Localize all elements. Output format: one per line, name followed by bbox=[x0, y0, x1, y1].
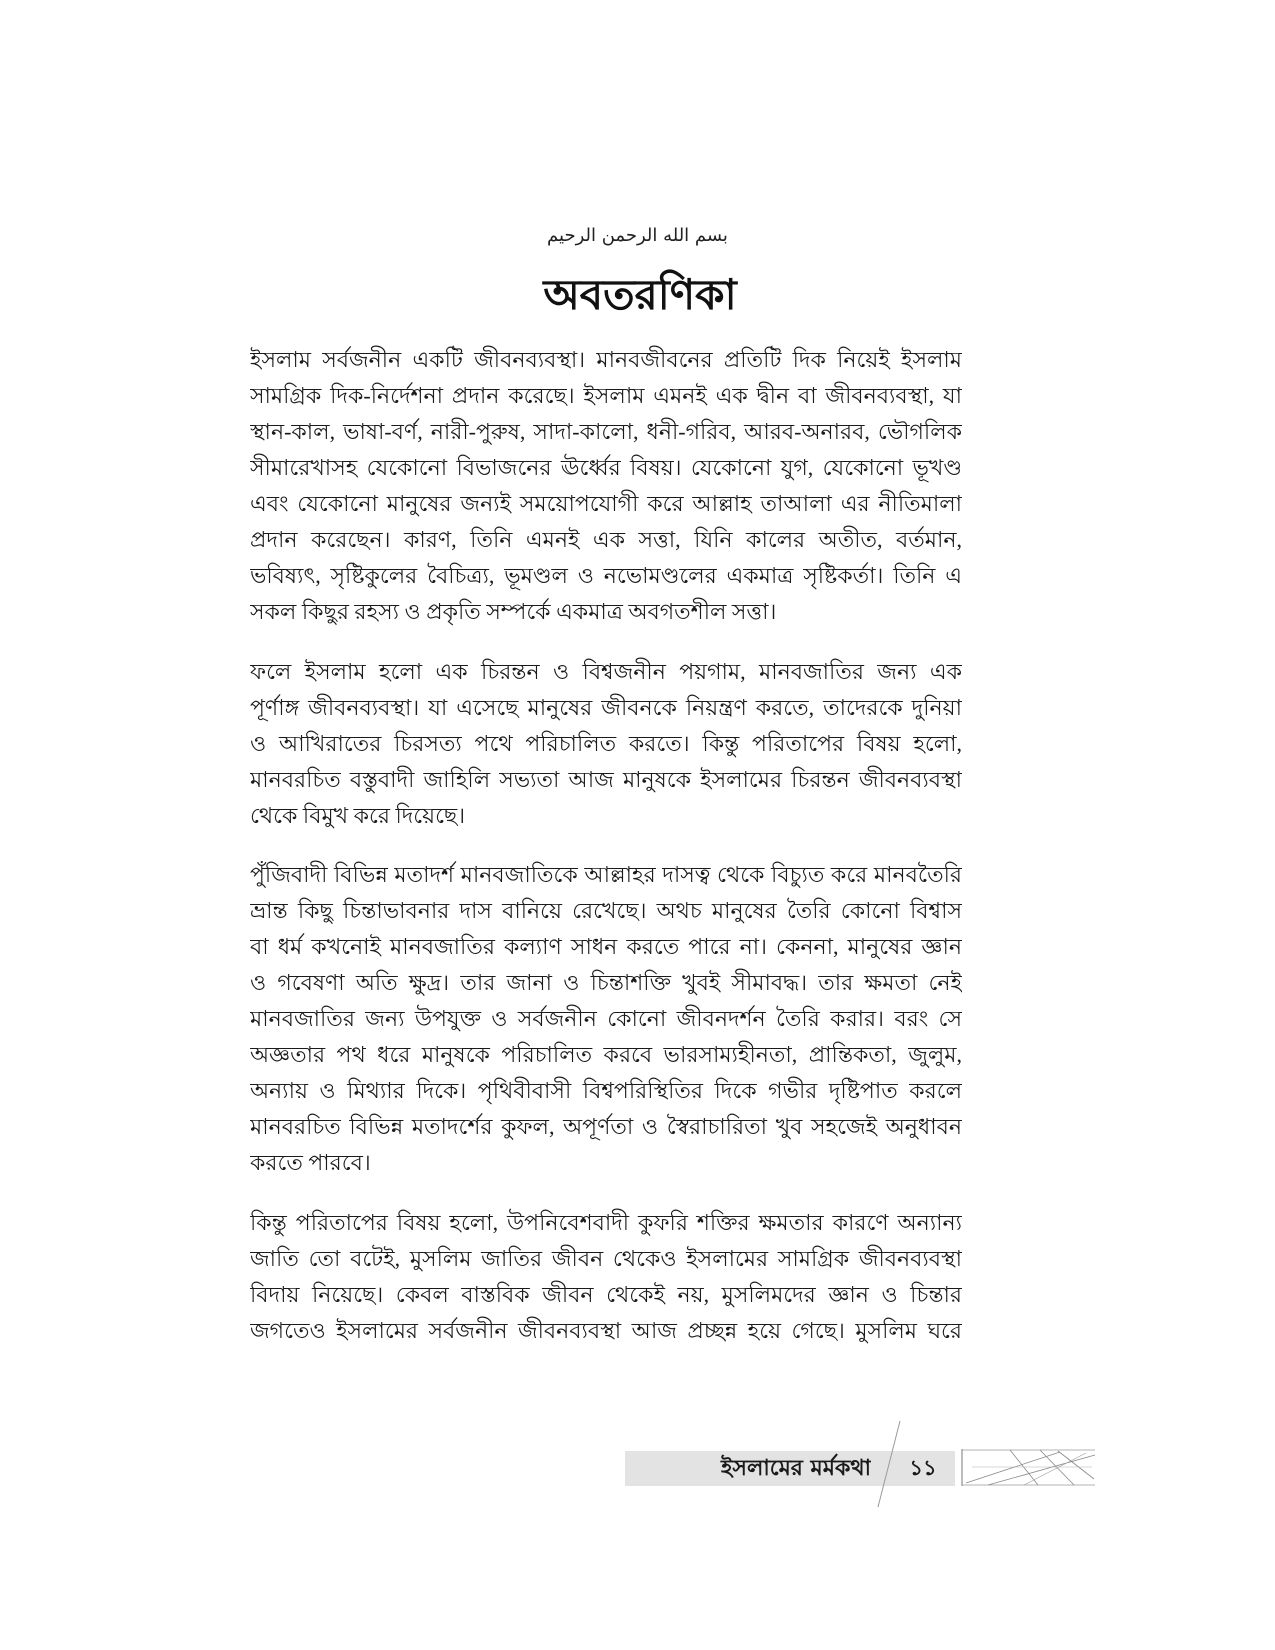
decor-line bbox=[1040, 1450, 1074, 1485]
text-line: জাতি তো বটেই, মুসলিম জাতির জীবন থেকেও ইসলামের সামগ্রিক জীবনব্যবস্থা bbox=[250, 1245, 962, 1271]
text-line: স্থান-কাল, ভাষা-বর্ণ, নারী-পুরুষ, সাদা-কালো, ধনী-গরিব, আরব-অনারব, ভৌগলিক bbox=[250, 419, 962, 444]
paragraph-3 bbox=[250, 857, 962, 1181]
paragraph-1 bbox=[250, 342, 962, 630]
text-line: ভ্রান্ত কিছু চিন্তাভাবনার দাস বানিয়ে রেখেছে। অথচ মানুষের তৈরি কোনো বিশ্বাস bbox=[250, 898, 962, 923]
footer-divider-line bbox=[878, 1421, 900, 1507]
text-line: জগতেও ইসলামের সর্বজনীন জীবনব্যবস্থা আজ প্রচ্ছন্ন হয়ে গেছে। মুসলিম ঘরে bbox=[250, 1317, 962, 1343]
decor-line bbox=[988, 1455, 1095, 1485]
footer-decoration bbox=[860, 1415, 1100, 1510]
text-line: বা ধর্ম কখনোই মানবজাতির কল্যাণ সাধন করতে পারে না। কেননা, মানুষের জ্ঞান bbox=[250, 934, 962, 959]
text-line: ভবিষ্যৎ, সৃষ্টিকুলের বৈচিত্র্য, ভূমণ্ডল ও নভোমণ্ডলের একমাত্র সৃষ্টিকর্তা। তিনি এ bbox=[250, 563, 962, 588]
text-line: সীমারেখাসহ যেকোনো বিভাজনের ঊর্ধ্বের বিষয়। যেকোনো যুগ, যেকোনো ভূখণ্ড bbox=[250, 455, 962, 480]
bismillah-calligraphy: بسم الله الرحمن الرحيم bbox=[547, 225, 728, 246]
text-line: মানবরচিত বস্তুবাদী জাহিলি সভ্যতা আজ মানুষকে ইসলামের চিরন্তন জীবনব্যবস্থা bbox=[250, 766, 962, 792]
text-line: করতে পারবে। bbox=[250, 1150, 371, 1175]
text-line: বিদায় নিয়েছে। কেবল বাস্তবিক জীবন থেকেই নয়, মুসলিমদের জ্ঞান ও চিন্তার bbox=[250, 1281, 962, 1307]
text-line: ও গবেষণা অতি ক্ষুদ্র। তার জানা ও চিন্তাশক্তি খুবই সীমাবদ্ধ। তার ক্ষমতা নেই bbox=[250, 970, 962, 995]
chapter-title: অবতরণিকা bbox=[543, 270, 737, 319]
text-line: সকল কিছুর রহস্য ও প্রকৃতি সম্পর্কে একমাত্র অবগতশীল সত্তা। bbox=[250, 599, 777, 624]
paragraph-2 bbox=[250, 654, 962, 834]
text-line: মানবরচিত বিভিন্ন মতাদর্শের কুফল, অপূর্ণতা ও স্বৈরাচারিতা খুব সহজেই অনুধাবন bbox=[250, 1114, 962, 1139]
text-line: অন্যায় ও মিথ্যার দিকে। পৃথিবীবাসী বিশ্বপরিস্থিতির দিকে গভীর দৃষ্টিপাত করলে bbox=[250, 1078, 962, 1103]
text-line: কিন্তু পরিতাপের বিষয় হলো, উপনিবেশবাদী কুফরি শক্তির ক্ষমতার কারণে অন্যান্য bbox=[250, 1209, 962, 1235]
text-line: অজ্ঞতার পথ ধরে মানুষকে পরিচালিত করবে ভারসাম্যহীনতা, প্রান্তিকতা, জুলুম, bbox=[250, 1042, 962, 1067]
page-number: ১১ bbox=[909, 1456, 937, 1480]
text-line: এবং যেকোনো মানুষের জন্যই সময়োপযোগী করে আল্লাহ তাআলা এর নীতিমালা bbox=[250, 491, 962, 516]
text-line: ও আখিরাতের চিরসত্য পথে পরিচালিত করতে। কিন্তু পরিতাপের বিষয় হলো, bbox=[250, 730, 962, 756]
text-line: ফলে ইসলাম হলো এক চিরন্তন ও বিশ্বজনীন পয়গাম, মানবজাতির জন্য এক bbox=[250, 658, 962, 684]
text-line: সামগ্রিক দিক-নির্দেশনা প্রদান করেছে। ইসলাম এমনই এক দ্বীন বা জীবনব্যবস্থা, যা bbox=[250, 383, 962, 408]
text-line: পুঁজিবাদী বিভিন্ন মতাদর্শ মানবজাতিকে আল্লাহর দাসত্ব থেকে বিচ্যুত করে মানবতৈরি bbox=[250, 862, 962, 887]
text-line: পূর্ণাঙ্গ জীবনব্যবস্থা। যা এসেছে মানুষের জীবনকে নিয়ন্ত্রণ করতে, তাদেরকে দুনিয়া bbox=[250, 694, 962, 720]
text-line: ইসলাম সর্বজনীন একটি জীবনব্যবস্থা। মানবজীবনের প্রতিটি দিক নিয়েই ইসলাম bbox=[250, 347, 962, 372]
body-text bbox=[250, 342, 962, 1372]
text-line: থেকে বিমুখ করে দিয়েছে। bbox=[250, 802, 466, 828]
decor-line bbox=[1024, 1453, 1086, 1485]
text-line: মানবজাতির জন্য উপযুক্ত ও সর্বজনীন কোনো জীবনদর্শন তৈরি করার। বরং সে bbox=[250, 1006, 962, 1031]
text-line: প্রদান করেছেন। কারণ, তিনি এমনই এক সত্তা, যিনি কালের অতীত, বর্তমান, bbox=[250, 527, 962, 552]
footer-book-title: ইসলামের মর্মকথা bbox=[720, 1456, 871, 1481]
paragraph-4 bbox=[250, 1205, 962, 1349]
